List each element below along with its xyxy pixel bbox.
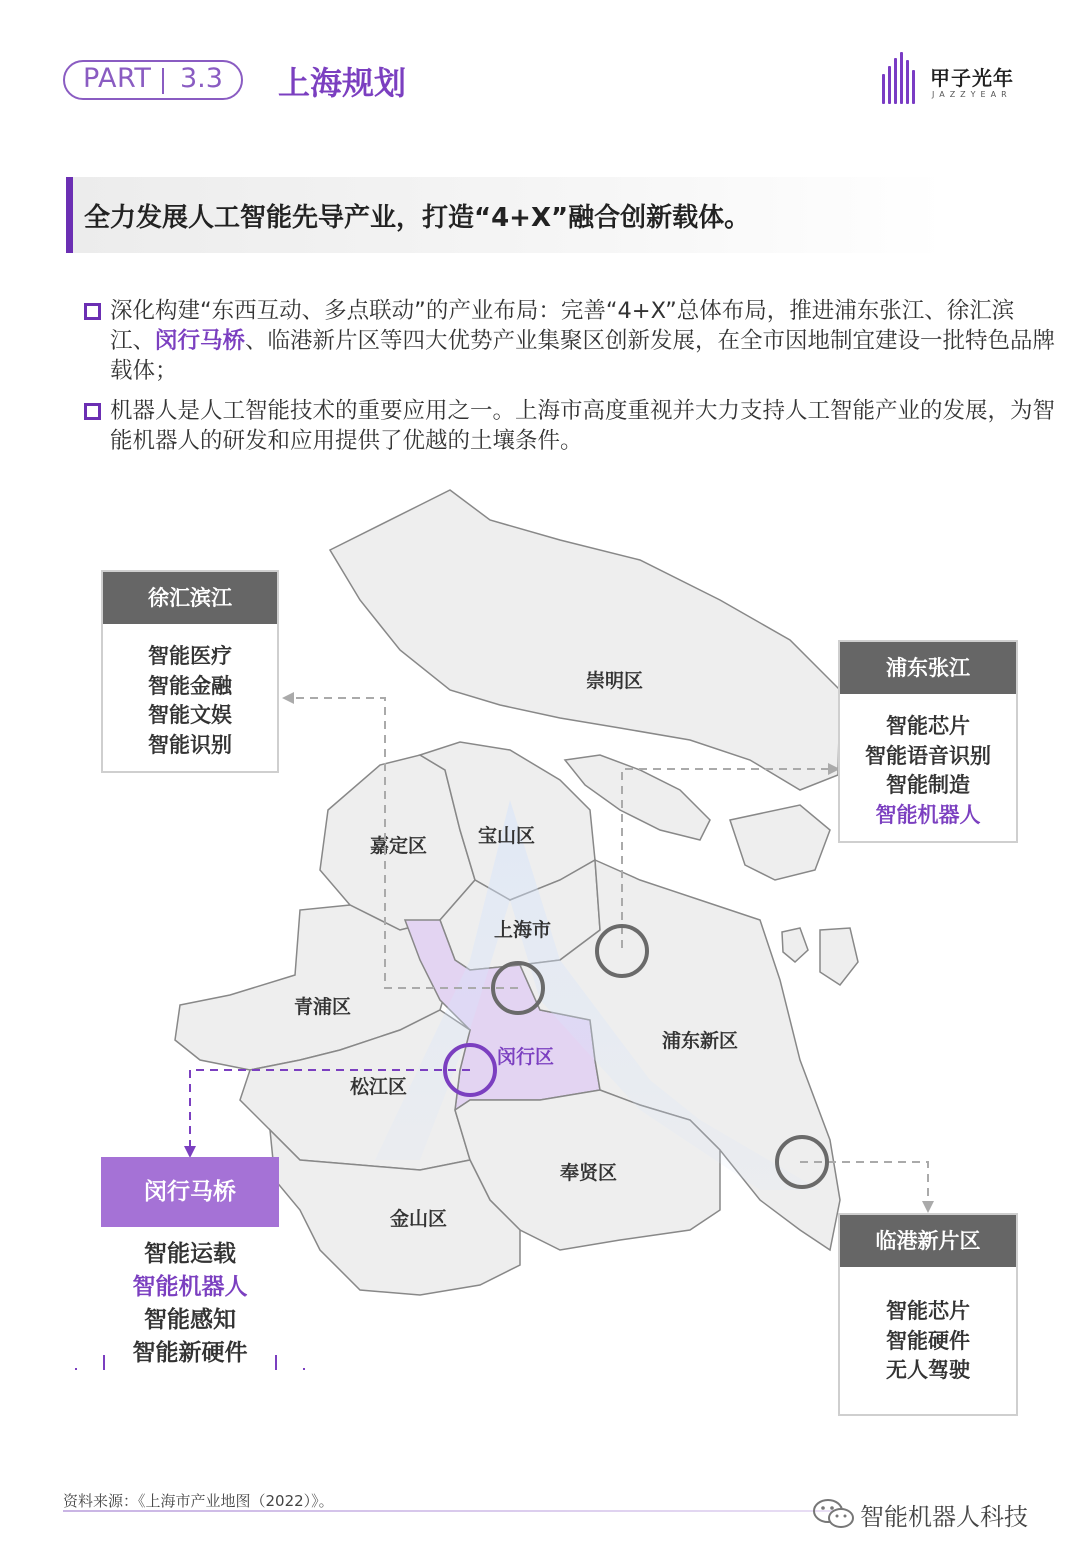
box-lingang-item: 无人驾驶 <box>886 1358 970 1382</box>
banner-accent-bar <box>66 177 73 253</box>
box-pudong-item: 智能芯片 <box>886 714 970 738</box>
part-number: 3.3 <box>180 63 223 94</box>
label-jiading: 嘉定区 <box>370 835 428 857</box>
box-xuhui-item: 智能金融 <box>148 673 232 698</box>
footer-divider <box>63 1510 833 1512</box>
label-qingpu: 青浦区 <box>294 996 352 1018</box>
box-minhang-items <box>101 1238 279 1370</box>
box-xuhui-item: 智能识别 <box>148 732 232 757</box>
logo-subtext: JAZZYEAR <box>932 90 1012 99</box>
box-minhang-item: 智能运载 <box>144 1241 236 1267</box>
banner-title: 全力发展人工智能先导产业，打造“4+X”融合创新载体。 <box>84 203 751 233</box>
box-minhang-item: 智能感知 <box>144 1307 236 1333</box>
box-minhang-item: 智能机器人 <box>132 1274 248 1300</box>
part-label: PART <box>83 63 152 94</box>
box-pudong <box>838 640 1018 843</box>
logo <box>880 56 1020 108</box>
label-fengxian: 奉贤区 <box>560 1162 618 1184</box>
bullet-square-icon <box>84 303 101 320</box>
box-xuhui <box>101 570 279 773</box>
bullet-1-highlight: 闵行马桥 <box>155 328 246 354</box>
box-pudong-item: 智能语音识别 <box>865 743 991 768</box>
wechat-watermark <box>812 1495 1062 1535</box>
island-small-2 <box>820 928 858 985</box>
box-pudong-item: 智能制造 <box>886 773 970 797</box>
page-title: 上海规划 <box>278 64 407 102</box>
box-pudong-item: 智能机器人 <box>875 802 981 827</box>
label-jinshan: 金山区 <box>390 1208 448 1230</box>
label-shanghai: 上海市 <box>494 919 552 941</box>
bullet-2-text: 机器人是人工智能技术的重要应用之一。上海市高度重视并大力支持人工智能产业的发展，为智能机器人的研发和应用提供了优越的土壤条件。 <box>110 398 1056 454</box>
bullet-item-2 <box>84 396 1059 456</box>
label-pudong: 浦东新区 <box>662 1030 739 1052</box>
box-lingang <box>838 1213 1018 1416</box>
district-chongming <box>330 490 840 790</box>
box-xuhui-item: 智能文娱 <box>148 703 232 727</box>
logo-text: 甲子光年 <box>930 66 1014 90</box>
label-minhang: 闵行区 <box>497 1046 555 1068</box>
box-minhang-item: 智能新硬件 <box>132 1340 248 1366</box>
island-hengsha <box>730 805 830 880</box>
island-small-1 <box>782 928 808 962</box>
box-pudong-title: 浦东张江 <box>840 642 1016 694</box>
label-baoshan: 宝山区 <box>478 825 536 847</box>
box-lingang-item: 智能硬件 <box>886 1328 970 1353</box>
box-lingang-item: 智能芯片 <box>886 1299 970 1323</box>
box-xuhui-item: 智能医疗 <box>148 644 232 668</box>
part-divider <box>162 68 164 94</box>
bullet-item-1 <box>84 296 1059 386</box>
wechat-account-name: 智能机器人科技 <box>860 1503 1028 1531</box>
box-minhang-title: 闵行马桥 <box>101 1157 279 1227</box>
arrow-xuhui-icon <box>282 692 294 704</box>
bullet-square-icon <box>84 403 101 420</box>
box-lingang-title: 临港新片区 <box>840 1215 1016 1267</box>
bullet-1-text: 深化构建“东西互动、多点联动”的产业布局：完善“4+X”总体布局，推进浦东张江、徐汇滨江、 <box>110 298 1015 354</box>
wechat-icon <box>812 1497 856 1531</box>
arrow-lingang-icon <box>922 1201 934 1213</box>
box-xuhui-title: 徐汇滨江 <box>103 572 277 624</box>
label-chongming: 崇明区 <box>586 670 644 692</box>
bullet-1-text-rest: 、临港新片区等四大优势产业集聚区创新发展，在全市因地制宜建设一批特色品牌载体； <box>110 328 1056 384</box>
label-songjiang: 松江区 <box>350 1076 408 1098</box>
source-note: 资料来源：《上海市产业地图（2022）》。 <box>63 1492 334 1510</box>
